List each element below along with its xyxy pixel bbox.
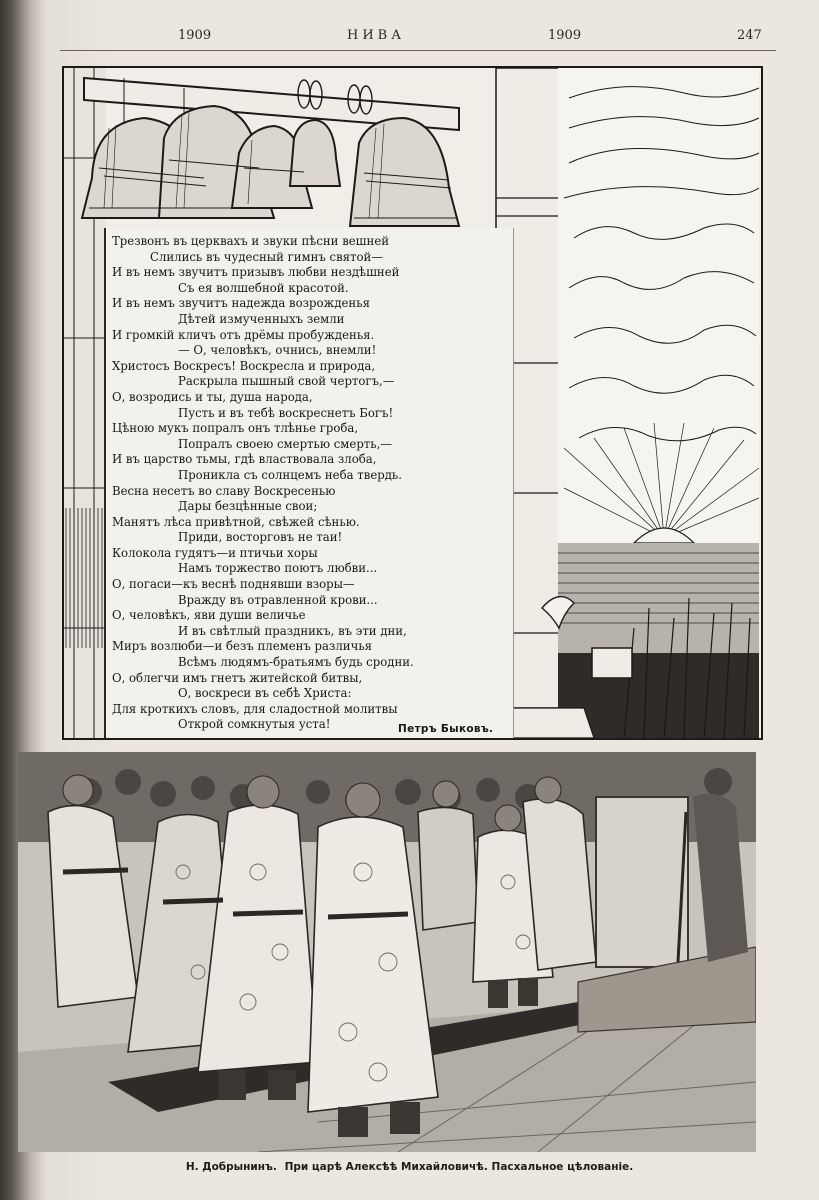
poem-line: Съ ея волшебной красотой. [178,280,349,295]
caption-artist: Н. Добрынинъ. [185,1161,277,1173]
poem-line: — О, человѣкъ, очнись, внемли! [178,343,377,358]
poem-line: Цѣною мукъ попралъ онъ тлѣнье гроба, [112,421,359,436]
poem-line: Весна несетъ во славу Воскресенью [112,483,336,498]
poem-line: Колокола гудятъ—и птичьи хоры [112,545,318,560]
poem-line: О, человѣкъ, яви души величье [112,608,306,623]
header-left-year: 1909 [178,28,212,43]
poem-line: О, погаси—къ веснѣ поднявши взоры— [112,577,355,592]
poem-line: Пусть и въ тебѣ воскреснетъ Богъ! [178,405,394,420]
poem-line: О, воскреси въ себѣ Христа: [178,686,352,701]
poem-line: Открой сомкнутыя уста! [178,717,331,732]
poem-text [112,234,510,733]
caption-title: При царѣ Алексѣѣ Михайловичѣ. Пасхальное цѣлованіе. [284,1161,634,1173]
poem-line: И громкій кличъ отъ дрёмы пробужденья. [112,327,375,342]
poem-line: И въ царство тьмы, гдѣ властвовала злоба, [112,452,377,467]
poem-line: Слились въ чудесный гимнъ святой— [150,249,384,264]
painting-caption [0,1161,819,1173]
header-page-number: 247 [737,28,762,43]
header-right-year: 1909 [548,28,582,43]
easter-kiss-painting [18,752,756,1152]
poem-line: Дары безцѣнные свои; [178,499,318,514]
painting-drawing [18,752,756,1152]
poem-line: И въ немъ звучитъ надежда возрожденья [112,296,370,311]
poem-box [104,228,514,738]
poem-line: И въ свѣтлый праздникъ, въ эти дни, [178,623,407,638]
poem-line: О, облегчи имъ гнетъ житейской битвы, [112,670,363,685]
poem-line: Вражду въ отравленной крови... [178,592,378,607]
poem-line: Попралъ своею смертью смерть,— [178,436,393,451]
poem-line: Всѣмъ людямъ-братьямъ будь сродни. [178,655,414,670]
poem-line: И въ немъ звучитъ призывъ любви нездѣшней [112,265,400,280]
poem-line: Для кроткихъ словъ, для сладостной молитвы [112,701,398,716]
poem-line: Манятъ лѣса привѣтной, свѣжей сѣнью. [112,514,360,529]
poem-line: Миръ возлюби—и безъ племенъ различья [112,639,373,654]
poem-line: Дѣтей измученныхъ земли [178,311,345,326]
header-rule [60,50,776,51]
poem-author: Петръ Быковъ. [398,723,494,735]
poem-line: Намъ торжество поютъ любви... [178,561,378,576]
poem-line: Проникла съ солнцемъ неба твердь. [178,467,403,482]
header-title: НИВА [347,28,406,43]
page-header [0,28,819,48]
poem-line: О, возродись и ты, душа народа, [112,389,313,404]
poem-line: Христосъ Воскресъ! Воскресла и природа, [112,358,376,373]
poem-line: Раскрыла пышный свой чертогъ,— [178,374,395,389]
poem-line: Трезвонъ въ церквахъ и звуки пѣсни вешней [112,234,390,248]
poem-line: Приди, восторговъ не таи! [178,530,343,545]
